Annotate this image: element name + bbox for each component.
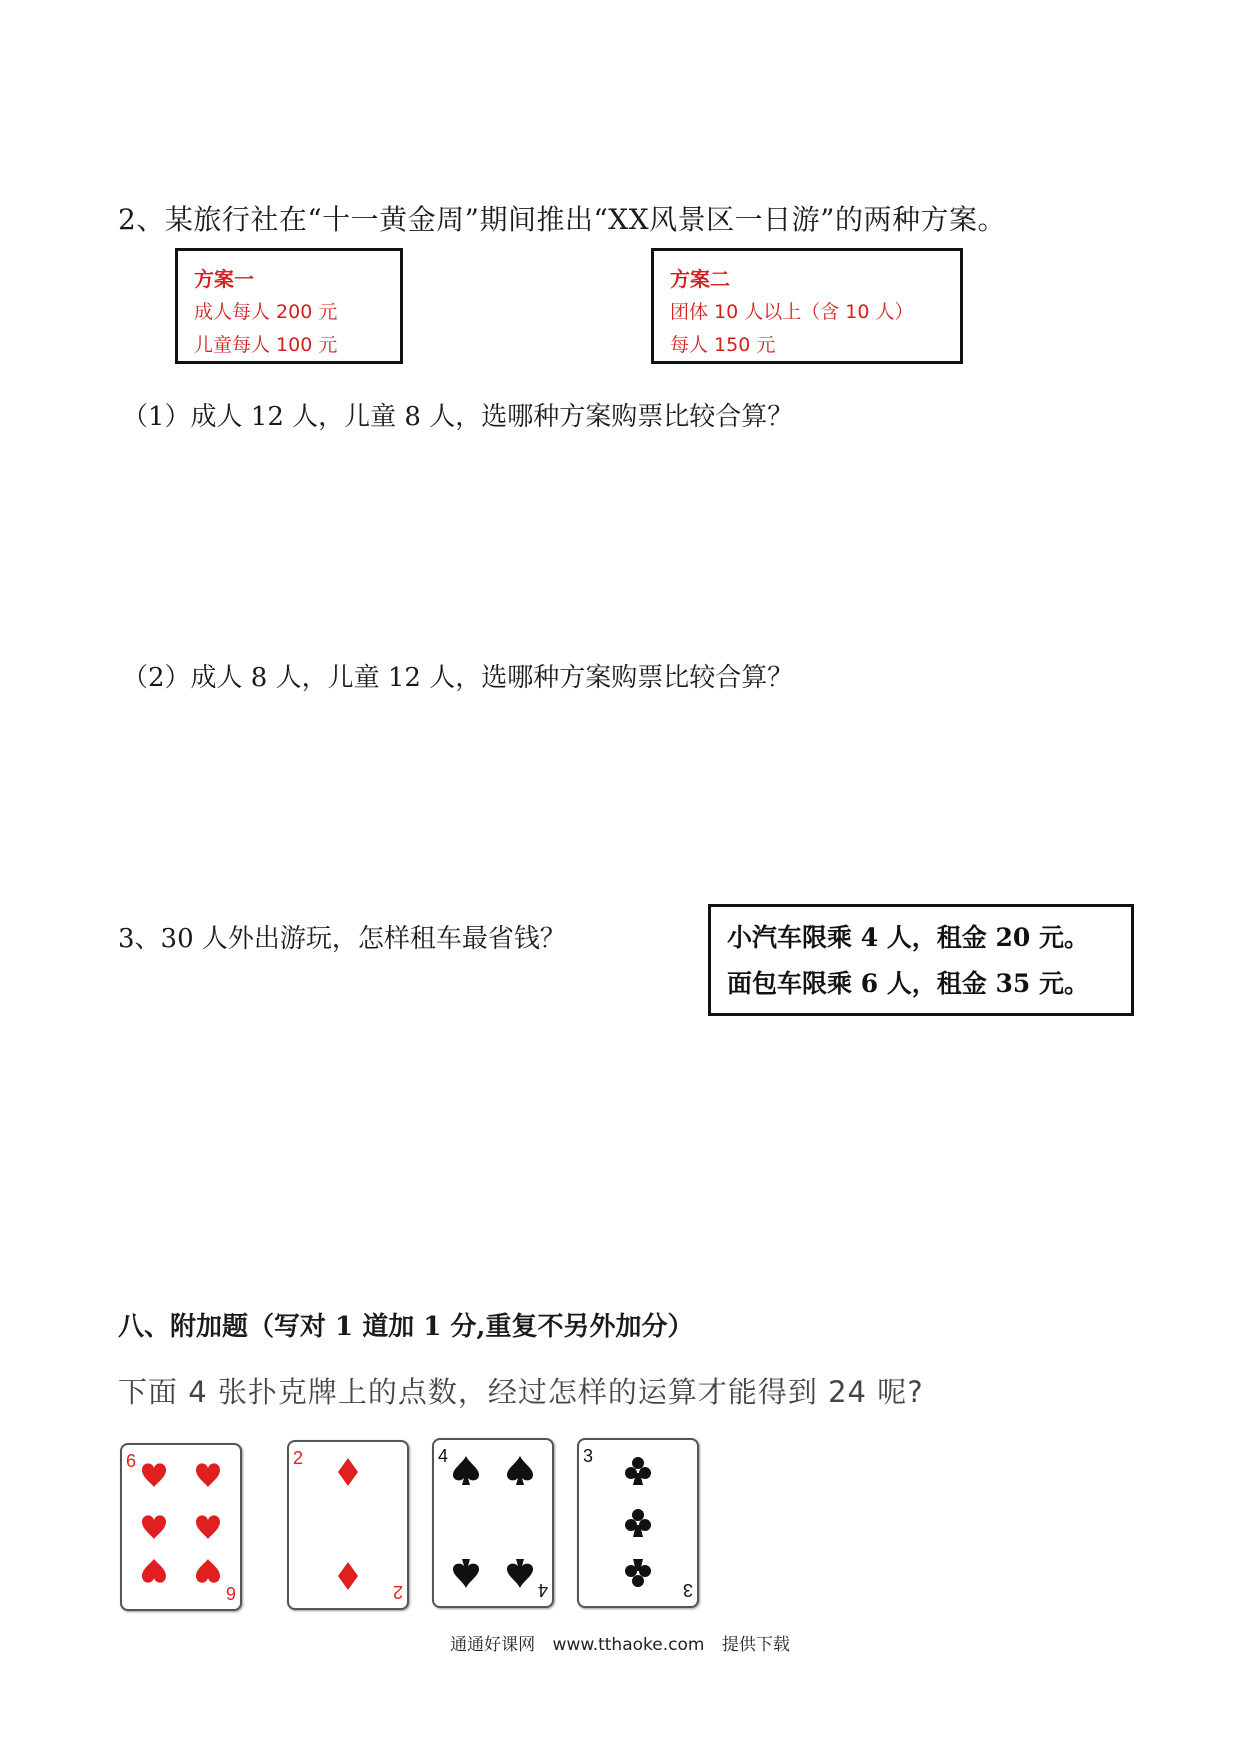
card-rank-bottom: 2 <box>392 1582 403 1602</box>
card-rank-bottom: 6 <box>225 1583 236 1603</box>
footer-suffix: 提供下载 <box>721 1635 790 1655</box>
card-rank-top: 6 <box>126 1451 137 1471</box>
van-rental-info: 面包车限乘 6 人，租金 35 元。 <box>727 969 1090 998</box>
car-rental-info: 小汽车限乘 4 人，租金 20 元。 <box>727 923 1090 952</box>
playing-card-three-clubs <box>577 1438 699 1608</box>
playing-card-six-hearts <box>120 1443 242 1611</box>
plan-two-price: 每人 150 元 <box>670 334 776 356</box>
club-pips-icon <box>625 1457 651 1587</box>
heart-pips-icon <box>142 1463 220 1582</box>
plan-one-child-price: 儿童每人 100 元 <box>194 334 338 356</box>
question-2-sub-2: （2）成人 8 人，儿童 12 人，选哪种方案购票比较合算？ <box>122 663 794 693</box>
card-rank-top: 4 <box>438 1446 449 1466</box>
plan-two-box <box>651 248 963 364</box>
plan-two-group-condition: 团体 10 人以上（含 10 人） <box>670 301 914 323</box>
bonus-question: 下面 4 张扑克牌上的点数，经过怎样的运算才能得到 24 呢? <box>118 1375 924 1409</box>
footer-url[interactable]: www.tthaoke.com <box>552 1635 705 1655</box>
playing-card-two-diamonds <box>287 1440 409 1610</box>
diamond-pips-icon <box>338 1458 358 1590</box>
card-rank-top: 3 <box>583 1446 594 1466</box>
card-rank-bottom: 4 <box>537 1580 548 1600</box>
question-2-sub-1: （1）成人 12 人，儿童 8 人，选哪种方案购票比较合算？ <box>122 402 794 432</box>
footer-site-name: 通通好课网 <box>450 1635 536 1655</box>
spade-pips-icon <box>453 1456 533 1588</box>
plan-one-adult-price: 成人每人 200 元 <box>194 301 338 323</box>
question-3-text: 3、30 人外出游玩，怎样租车最省钱？ <box>118 924 566 954</box>
footer <box>0 1630 1240 1655</box>
plan-one-box <box>175 248 403 364</box>
question-2-title: 2、某旅行社在“十一黄金周”期间推出“XX风景区一日游”的两种方案。 <box>118 203 1006 236</box>
plan-one-title: 方案一 <box>194 267 254 291</box>
rental-info-box <box>708 904 1134 1016</box>
plan-two-title: 方案二 <box>670 267 730 291</box>
bonus-section-title: 八、附加题（写对 1 道加 1 分,重复不另外加分） <box>118 1312 694 1342</box>
card-rank-top: 2 <box>293 1448 304 1468</box>
playing-card-four-spades <box>432 1438 554 1608</box>
card-rank-bottom: 3 <box>682 1580 693 1600</box>
